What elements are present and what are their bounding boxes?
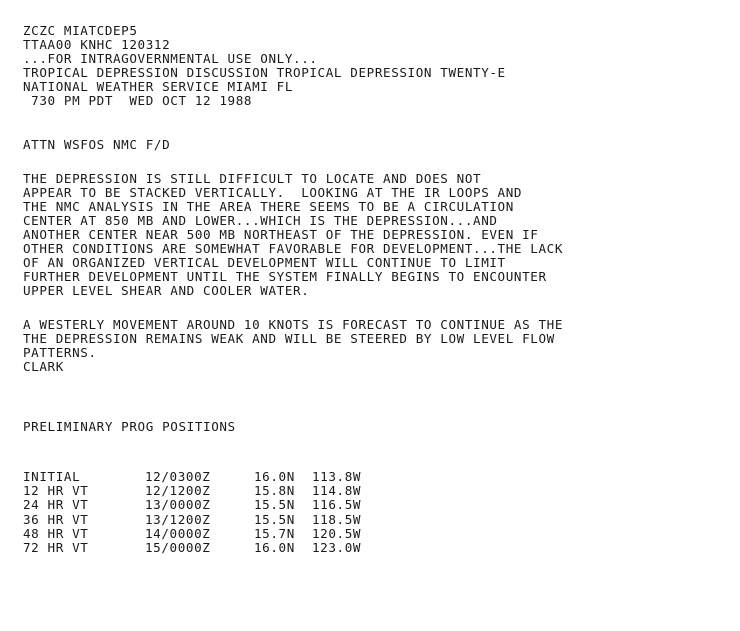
prog-valid-label: 72 HR VT xyxy=(23,539,89,555)
prog-valid-label: 12 HR VT xyxy=(23,483,89,499)
prog-valid-time: 15/0000Z xyxy=(145,539,211,555)
prog-row xyxy=(23,539,362,555)
prog-longitude: 116.5W xyxy=(312,497,362,513)
prog-latitude: 15.5N xyxy=(254,497,295,513)
prog-latitude: 15.5N xyxy=(254,511,295,527)
forecast-line: THE DEPRESSION REMAINS WEAK AND WILL BE STEERED BY LOW LEVEL FLOW xyxy=(23,331,555,346)
prog-valid-label: 48 HR VT xyxy=(23,525,89,541)
document-title: TROPICAL DEPRESSION DISCUSSION TROPICAL DEPRESSION TWENTY-E xyxy=(23,65,506,80)
prog-row xyxy=(23,497,362,513)
prog-longitude: 118.5W xyxy=(312,511,362,527)
prog-row xyxy=(23,511,362,527)
attention-line: ATTN WSFOS NMC F/D xyxy=(23,137,171,152)
discussion-line: OF AN ORGANIZED VERTICAL DEVELOPMENT WILL CONTINUE TO LIMIT xyxy=(23,255,506,270)
discussion-line: ANOTHER CENTER NEAR 500 MB NORTHEAST OF THE DEPRESSION. EVEN IF xyxy=(23,227,539,242)
prog-longitude: 114.8W xyxy=(312,483,362,499)
prog-row xyxy=(23,469,362,484)
prog-valid-time: 12/0300Z xyxy=(145,469,211,484)
prog-latitude: 15.8N xyxy=(254,483,295,499)
prog-longitude: 123.0W xyxy=(312,539,362,555)
prog-valid-time: 14/0000Z xyxy=(145,525,211,541)
prog-latitude: 16.0N xyxy=(254,539,295,555)
issuing-office: NATIONAL WEATHER SERVICE MIAMI FL xyxy=(23,79,294,94)
prog-longitude: 113.8W xyxy=(312,469,362,484)
forecast-line: PATTERNS. xyxy=(23,345,97,360)
prog-valid-time: 13/1200Z xyxy=(145,511,211,527)
discussion-line: OTHER CONDITIONS ARE SOMEWHAT FAVORABLE FOR DEVELOPMENT...THE LACK xyxy=(23,241,564,256)
header-wmo-code: TTAA00 KNHC 120312 xyxy=(23,37,171,52)
prog-valid-time: 12/1200Z xyxy=(145,483,211,499)
prog-latitude: 16.0N xyxy=(254,469,295,484)
prog-valid-label: 36 HR VT xyxy=(23,511,89,527)
discussion-line: CENTER AT 850 MB AND LOWER...WHICH IS THE DEPRESSION...AND xyxy=(23,213,498,228)
forecast-line: A WESTERLY MOVEMENT AROUND 10 KNOTS IS FORECAST TO CONTINUE AS THE xyxy=(23,317,564,332)
prog-row xyxy=(23,483,362,499)
prog-valid-label: INITIAL xyxy=(23,469,81,484)
prog-positions-table xyxy=(23,469,362,555)
discussion-line: APPEAR TO BE STACKED VERTICALLY. LOOKING AT THE IR LOOPS AND xyxy=(23,185,523,200)
discussion-line: FURTHER DEVELOPMENT UNTIL THE SYSTEM FINALLY BEGINS TO ENCOUNTER xyxy=(23,269,547,284)
header-routing-code: ZCZC MIATCDEP5 xyxy=(23,23,138,38)
discussion-line: UPPER LEVEL SHEAR AND COOLER WATER. xyxy=(23,283,310,298)
discussion-line: THE DEPRESSION IS STILL DIFFICULT TO LOCATE AND DOES NOT xyxy=(23,171,482,186)
prog-row xyxy=(23,525,362,541)
header-distribution-notice: ...FOR INTRAGOVERNMENTAL USE ONLY... xyxy=(23,51,318,66)
forecaster-signature: CLARK xyxy=(23,359,64,374)
issue-datetime: 730 PM PDT WED OCT 12 1988 xyxy=(23,93,253,108)
prog-valid-time: 13/0000Z xyxy=(145,497,211,513)
prog-positions-heading: PRELIMINARY PROG POSITIONS xyxy=(23,419,236,434)
prog-longitude: 120.5W xyxy=(312,525,362,541)
discussion-line: THE NMC ANALYSIS IN THE AREA THERE SEEMS TO BE A CIRCULATION xyxy=(23,199,514,214)
prog-latitude: 15.7N xyxy=(254,525,295,541)
prog-valid-label: 24 HR VT xyxy=(23,497,89,513)
